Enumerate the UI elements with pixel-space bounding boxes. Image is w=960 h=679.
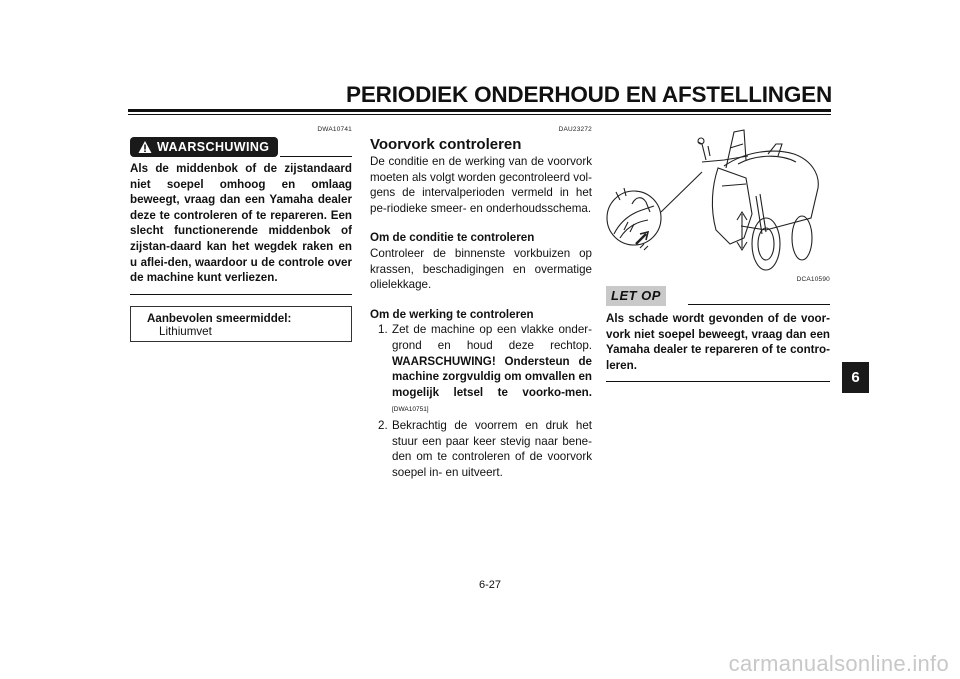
section-code: DAU23272 (558, 126, 592, 133)
warning-triangle-icon (138, 140, 152, 154)
step-number: 1. (378, 323, 388, 337)
step-warning: WAARSCHUWING! Ondersteun de machine zorgvuldig om omvallen en mogelijk letsel te voorko-men. (392, 354, 592, 399)
warning-badge (130, 137, 278, 157)
step-text: Zet de machine op een vlakke onder-grond en houd deze rechtop. (392, 323, 592, 352)
warning-code: DWA10741 (317, 126, 352, 133)
watermark-text: carmanualsonline.info (728, 651, 949, 676)
column-warning (130, 126, 352, 342)
notice-separator (606, 381, 830, 382)
notice-underline (688, 304, 830, 305)
page-title: PERIODIEK ONDERHOUD EN AFSTELLINGEN (346, 82, 832, 107)
warning-separator (130, 294, 352, 295)
condition-text: Controleer de binnenste vorkbuizen op krassen, beschadigingen en overmatige olielekkage. (370, 246, 592, 292)
warning-text: Als de middenbok of de zijstandaard niet soepel omhoog en omlaag beweegt, vraag dan een Yamaha dealer deze te controleren of te repareren. Een slecht functionerende middenbok of zijstan-daard kan het wegdek raken en u aflei-den, waardoor u de controle over de machine kunt verliezen. (130, 162, 352, 285)
notice-header (606, 286, 830, 308)
step-text: Bekrachtig de voorrem en druk het stuur een paar keer stevig naar bene-den om te controleren of de voorvork soepel in- en uitveert. (392, 418, 592, 479)
lubricant-box (130, 306, 352, 342)
warning-underline (280, 156, 352, 157)
lubricant-title: Aanbevolen smeermiddel: (147, 311, 292, 325)
section-title: Voorvork controleren (370, 136, 522, 153)
notice-text: Als schade wordt gevonden of de voor-vork niet soepel beweegt, vraag dan een Yamaha dealer te repareren of te contro-leren. (606, 312, 830, 372)
lubricant-value: Lithiumvet (159, 324, 212, 338)
chapter-tab: 6 (842, 362, 869, 393)
list-item (370, 322, 592, 418)
operation-subtitle: Om de werking te controleren (370, 307, 534, 321)
scooter-fork-illustration (606, 126, 830, 276)
header-rule-thin (128, 114, 831, 115)
header-rule-thick (128, 109, 831, 112)
condition-subtitle: Om de conditie te controleren (370, 231, 535, 245)
warning-header (130, 137, 352, 159)
column-front-fork (370, 126, 592, 480)
notice-badge (606, 286, 666, 306)
step-number: 2. (378, 418, 388, 432)
section-intro: De conditie en de werking van de voorvork moeten als volgt worden gecontroleerd vol-gens de intervalperioden vermeld in het pe-riodieke smeer- en onderhoudsschema. (370, 155, 592, 215)
list-item (370, 418, 592, 480)
notice-label: LET OP (611, 288, 661, 304)
scooter-illustration (606, 126, 830, 276)
warning-label: WAARSCHUWING (157, 140, 270, 154)
column-notice (606, 126, 830, 382)
page-number: 6-27 (478, 579, 502, 591)
notice-code: DCA10590 (796, 276, 830, 283)
step-warning-code: [DWA10751] (392, 406, 429, 414)
